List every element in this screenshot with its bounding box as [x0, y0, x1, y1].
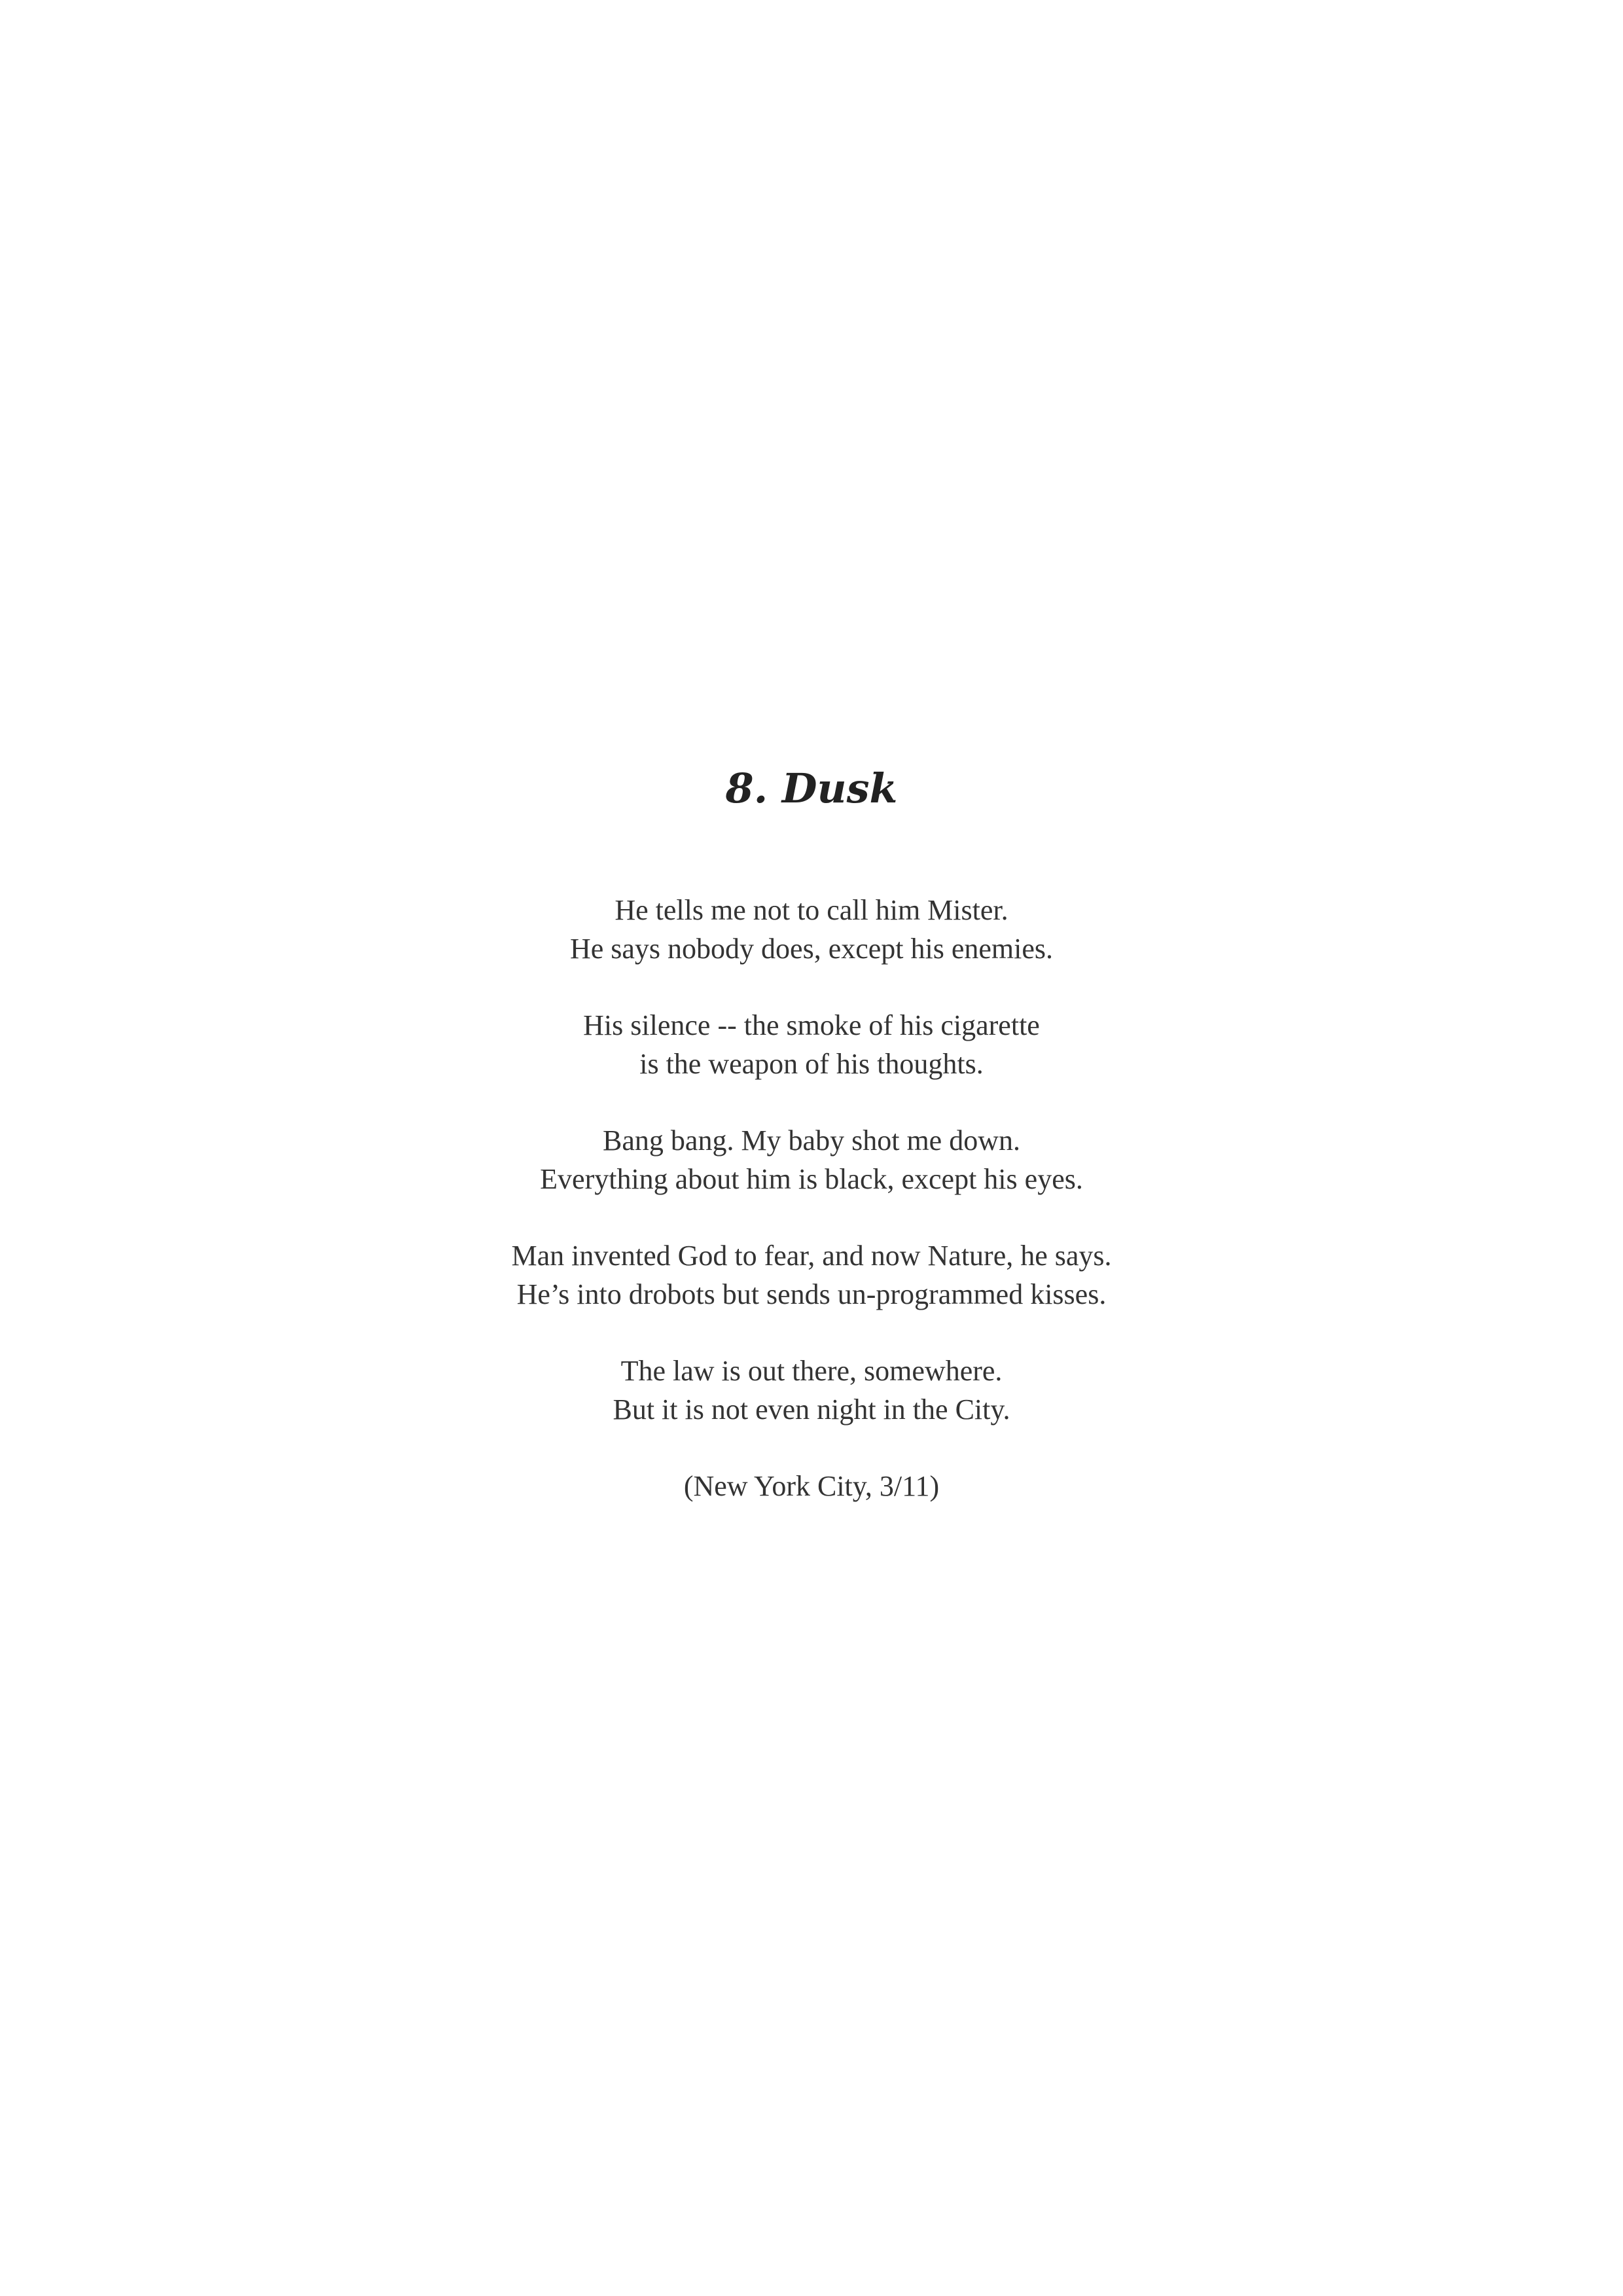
poem-place-date-note: (New York City, 3/11): [683, 1470, 940, 1502]
verse-line: He says nobody does, except his enemies.: [569, 932, 1054, 965]
verse-line: Everything about him is black, except his eyes.: [540, 1162, 1083, 1195]
poem-title: 8. Dusk: [725, 764, 898, 812]
stanza-5: [0, 1352, 1623, 1429]
poem: [0, 756, 1623, 1506]
verse-line: But it is not even night in the City.: [613, 1393, 1010, 1426]
verse-line: Bang bang. My baby shot me down.: [603, 1124, 1020, 1157]
stanza-2: [0, 1007, 1623, 1083]
verse-line: is the weapon of his thoughts.: [639, 1047, 984, 1080]
verse-line: The law is out there, somewhere.: [620, 1355, 1003, 1387]
verse-line: His silence -- the smoke of his cigarette: [583, 1009, 1040, 1041]
stanza-1: [0, 891, 1623, 968]
poem-body: [0, 891, 1623, 1506]
verse-line: Man invented God to fear, and now Nature, he says.: [511, 1240, 1112, 1272]
stanza-3: [0, 1122, 1623, 1198]
verse-line: He tells me not to call him Mister.: [615, 894, 1008, 926]
verse-line: He’s into drobots but sends un-programmed kisses.: [516, 1278, 1107, 1310]
stanza-4: [0, 1237, 1623, 1314]
